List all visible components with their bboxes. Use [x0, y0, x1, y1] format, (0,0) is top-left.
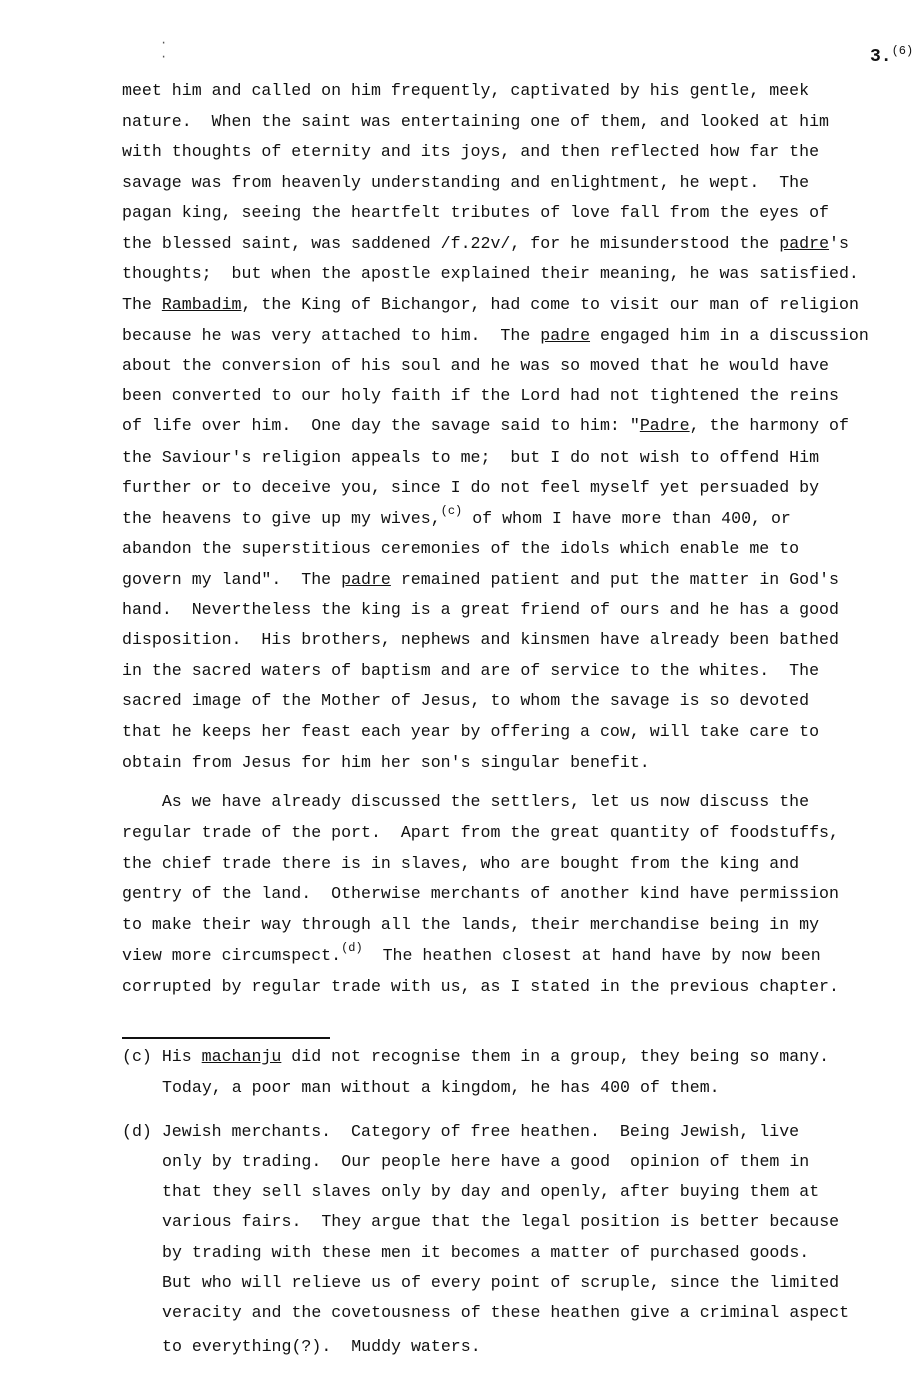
text-run: engaged him in a discussion	[590, 326, 869, 345]
margin-speck: ·	[160, 50, 168, 64]
text-line	[122, 570, 839, 590]
underlined-word: padre	[341, 570, 391, 589]
text-run: The heathen closest at hand have by now been	[362, 946, 821, 965]
text-line	[122, 326, 869, 346]
footnote-line: various fairs. They argue that the legal position is better because	[162, 1212, 840, 1231]
footnote-line: But who will relieve us of every point of scruple, since the limited	[162, 1273, 840, 1292]
text-line: nature. When the saint was entertaining one of them, and looked at him	[122, 112, 830, 131]
text-line: savage was from heavenly understanding and enlightment, he wept. The	[122, 173, 810, 192]
text-line: in the sacred waters of baptism and are of service to the whites. The	[122, 661, 820, 680]
text-run: of whom I have more than 400, or	[462, 509, 791, 528]
footnote-line: veracity and the covetousness of these heathen give a criminal aspect	[162, 1303, 850, 1322]
footnote-marker-c: (c)	[440, 504, 463, 518]
text-line	[122, 416, 849, 436]
text-run: govern my land". The	[122, 570, 342, 589]
underlined-word: Rambadim	[161, 295, 242, 314]
page-number-value: 3.	[870, 47, 892, 67]
text-line: regular trade of the port. Apart from the great quantity of foodstuffs,	[122, 823, 839, 842]
underlined-word: padre	[540, 326, 591, 345]
footnote-marker-d: (d)	[341, 941, 363, 955]
text-run: the blessed saint, was saddened /f.22v/, for he misunderstood the	[122, 234, 780, 253]
text-line: pagan king, seeing the heartfelt tributes of love fall from the eyes of	[122, 203, 830, 222]
text-line	[122, 941, 821, 967]
text-run: view more circumspect.	[122, 946, 342, 965]
page-number	[870, 44, 913, 67]
text-run: of life over him. One day the savage said to him: "	[122, 416, 640, 435]
text-run: because he was very attached to him. The	[122, 326, 541, 345]
text-line: with thoughts of eternity and its joys, and then reflected how far the	[122, 142, 820, 161]
text-line: further or to deceive you, since I do not feel myself yet persuaded by	[122, 478, 820, 497]
underlined-word: Padre	[639, 416, 690, 435]
text-run: (c) His	[122, 1047, 202, 1066]
text-line: the Saviour's religion appeals to me; but I do not wish to offend Him	[122, 448, 820, 467]
underlined-word: padre	[779, 234, 830, 253]
text-line: the chief trade there is in slaves, who are bought from the king and	[122, 854, 800, 873]
text-run: 's	[829, 234, 849, 253]
footnote-line: to everything(?). Muddy waters.	[162, 1337, 481, 1356]
footnote-c	[122, 1047, 829, 1067]
text-line: hand. Nevertheless the king is a great friend of ours and he has a good	[122, 600, 839, 619]
text-line: abandon the superstitious ceremonies of the idols which enable me to	[122, 539, 800, 558]
underlined-word: machanju	[201, 1047, 282, 1066]
text-line: As we have already discussed the settlers, let us now discuss the	[122, 792, 810, 811]
text-line: obtain from Jesus for him her son's singular benefit.	[122, 753, 650, 772]
text-line: about the conversion of his soul and he was so moved that he would have	[122, 356, 830, 375]
text-line: gentry of the land. Otherwise merchants of another kind have permission	[122, 884, 839, 903]
text-line	[122, 504, 791, 530]
margin-speck: ·	[160, 36, 168, 50]
text-run: did not recognise them in a group, they being so many.	[281, 1047, 830, 1066]
text-line	[122, 295, 859, 315]
text-line	[122, 234, 849, 254]
text-line: been converted to our holy faith if the Lord had not tightened the reins	[122, 386, 839, 405]
text-run: remained patient and put the matter in God's	[390, 570, 839, 589]
text-run: The	[122, 295, 162, 314]
text-line: that he keeps her feast each year by offering a cow, will take care to	[122, 722, 820, 741]
page-number-annotation: (6)	[891, 44, 914, 58]
footnote-line: Today, a poor man without a kingdom, he has 400 of them.	[162, 1078, 720, 1097]
text-line: corrupted by regular trade with us, as I stated in the previous chapter.	[122, 977, 839, 996]
text-run: , the King of Bichangor, had come to visit our man of religion	[241, 295, 859, 314]
text-run: the heavens to give up my wives,	[122, 509, 441, 528]
footnote-line: by trading with these men it becomes a matter of purchased goods.	[162, 1243, 810, 1262]
footnote-line: that they sell slaves only by day and openly, after buying them at	[162, 1182, 820, 1201]
text-line: thoughts; but when the apostle explained their meaning, he was satisfied.	[122, 264, 859, 283]
text-line: disposition. His brothers, nephews and kinsmen have already been bathed	[122, 630, 839, 649]
text-line: to make their way through all the lands, their merchandise being in my	[122, 915, 820, 934]
footnote-d: (d) Jewish merchants. Category of free heathen. Being Jewish, live	[122, 1122, 800, 1141]
text-line: meet him and called on him frequently, captivated by his gentle, meek	[122, 81, 810, 100]
footnote-line: only by trading. Our people here have a good opinion of them in	[162, 1152, 810, 1171]
text-line: sacred image of the Mother of Jesus, to whom the savage is so devoted	[122, 691, 810, 710]
text-run: , the harmony of	[689, 416, 849, 435]
footnote-separator	[122, 1037, 330, 1039]
